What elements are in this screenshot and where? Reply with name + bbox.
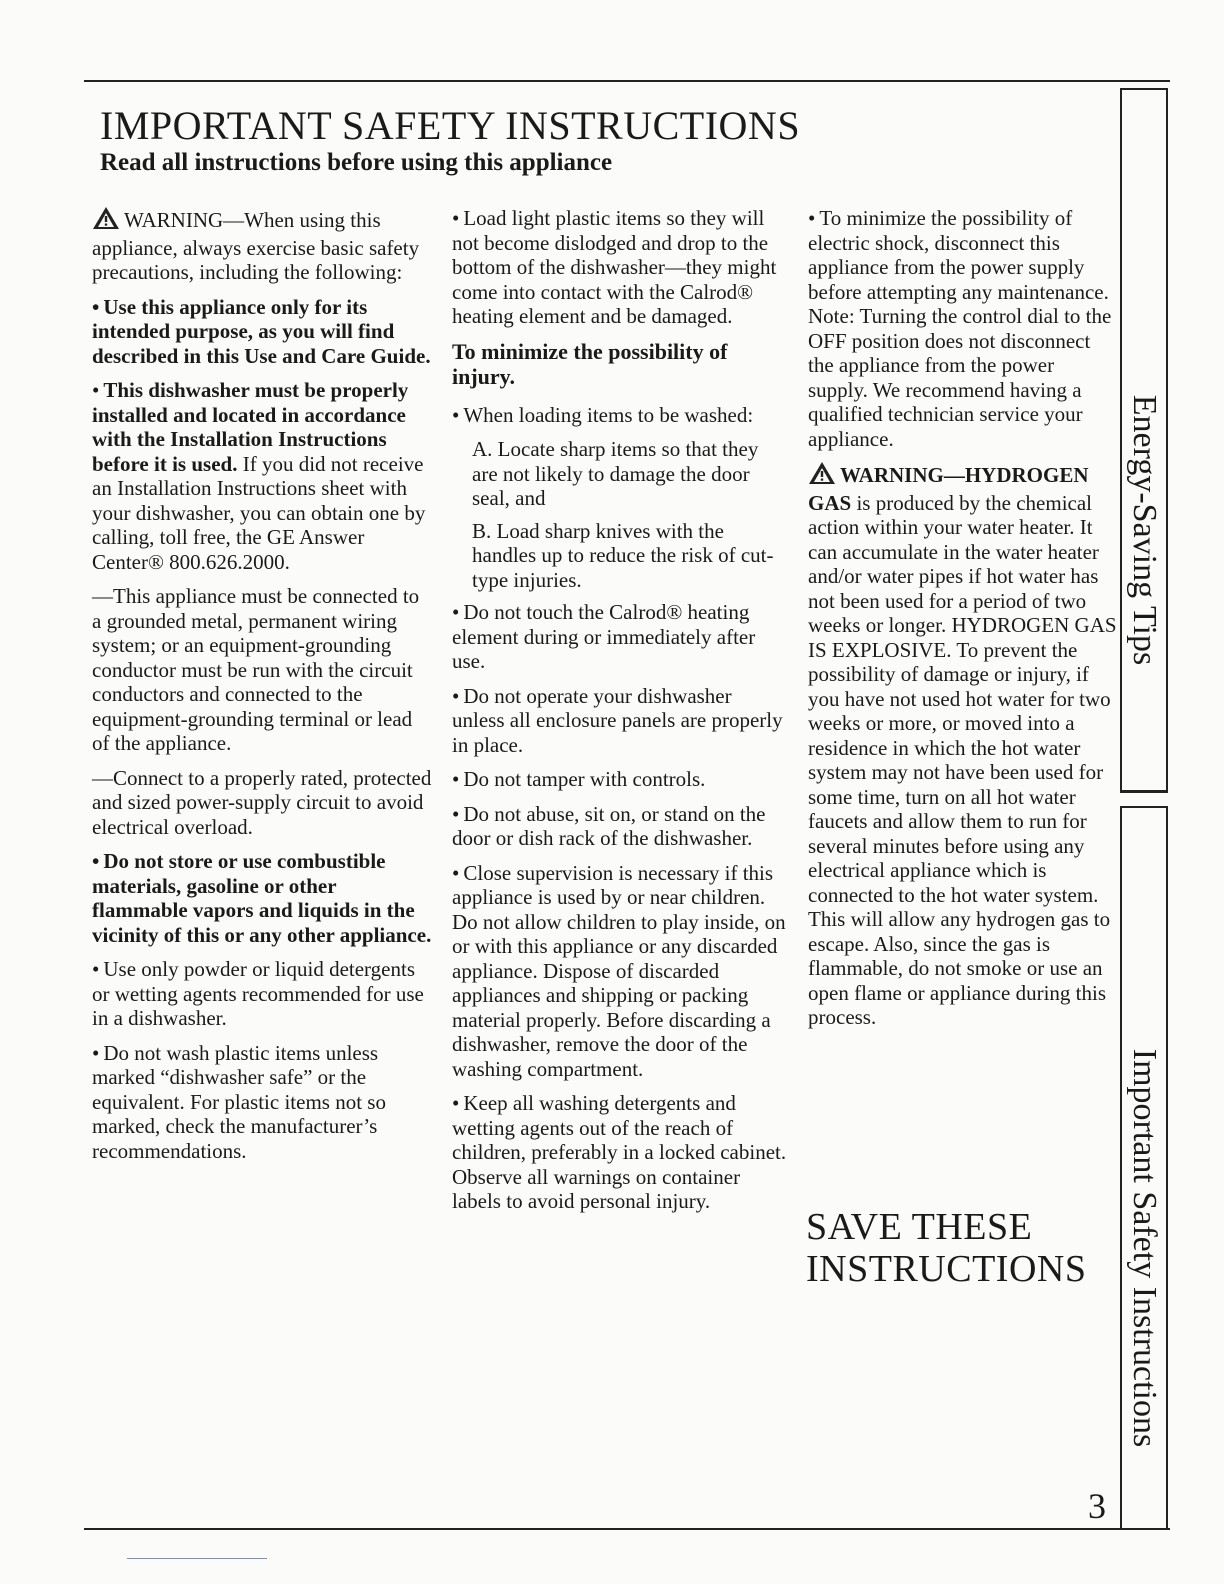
paragraph: —Connect to a properly rated, protected and sized power-supply circuit to avoid electrical overload.: [92, 765, 432, 839]
bullet-item: • Do not wash plastic items unless marked “dishwasher safe” or the equivalent. For plastic items not so marked, check the manufacturer’s recommendations.: [92, 1040, 386, 1163]
bullet-item: • Load light plastic items so they will not become dislodged and drop to the bottom of the dishwasher—they might come into contact with the Calrod® heating element and be damaged.: [452, 206, 777, 328]
hydrogen-warning-text: is produced by the chemical action within your water heater. It can accumulate in the water heater and/or water pipes if hot water has not been used for a period of two weeks or longer. HYDROGEN GAS IS EXPLOSIVE. To prevent the possibility of damage or injury, if you have not used hot water for two weeks or more, or moved into a residence in which the hot water system may not have been used for some time, turn on all hot water faucets and allow them to run for several minutes before using any electrical appliance which is connected to the hot water system. This will allow any hydrogen gas to escape. Also, since the gas is flammable, do not smoke or use an open flame or appliance during this process.: [808, 490, 1117, 1029]
section-heading: To minimize the possibility of injury.: [452, 338, 728, 389]
bottom-rule: [84, 1528, 1170, 1530]
page-title: IMPORTANT SAFETY INSTRUCTIONS: [100, 103, 801, 148]
sub-item-a: A. Locate sharp items so that they are not likely to damage the door seal, and: [472, 437, 759, 510]
page-subtitle: Read all instructions before using this appliance: [100, 149, 613, 176]
warning-label: WARNING: [124, 208, 224, 232]
bullet-item: • Do not tamper with controls.: [452, 767, 706, 791]
side-tab-energy-saving-tips[interactable]: [1120, 88, 1168, 793]
warning-paragraph: [92, 206, 432, 285]
hydrogen-warning-paragraph: [808, 461, 1118, 1030]
bullet-item: • To minimize the possibility of electric shock, disconnect this appliance from the power supply before attempting any maintenance. Note: Turning the control dial to the OFF position does not disconnect the appliance from the power supply. We recommend having a qualified technician service your appliance.: [808, 206, 1112, 451]
side-tab-label: Energy-Saving Tips: [1126, 394, 1163, 666]
warning-triangle-icon: [808, 461, 836, 491]
column-3: [808, 206, 1118, 1040]
bullet-item: • This dishwasher must be properly installed and located in accordance with the Installation Instructions before it is used. If you did not receive an Installation Instructions sheet with your dishwasher, you can obtain one by calling, toll free, the GE Answer Center® 800.626.2000.: [92, 378, 426, 574]
bullet-item: • When loading items to be washed:: [452, 402, 754, 427]
side-tab-label: Important Safety Instructions: [1126, 1048, 1163, 1448]
bullet-item: • Use this appliance only for its intended purpose, as you will find described in this Use and Care Guide.: [92, 294, 431, 368]
sub-item-b: B. Load sharp knives with the handles up to reduce the risk of cut-type injuries.: [472, 518, 774, 592]
bullet-item: • Do not abuse, sit on, or stand on the door or dish rack of the dishwasher.: [452, 801, 766, 850]
bullet-item: • Close supervision is necessary if this appliance is used by or near children. Do not allow children to play inside, on or with this appliance or any discarded appliance. Dispose of discarded appliances and shipping or packing material properly. Before discarding a dishwasher, remove the door of the washing compartment.: [452, 860, 786, 1081]
bullet-item: • Do not operate your dishwasher unless all enclosure panels are properly in place.: [452, 683, 783, 757]
bullet-item: • Do not store or use combustible materials, gasoline or other flammable vapors and liquids in the vicinity of this or any other appliance.: [92, 849, 432, 947]
top-rule: [84, 80, 1170, 82]
column-1: [92, 206, 432, 1173]
bullet-item: • Keep all washing detergents and wetting agents out of the reach of children, preferably in a locked cabinet. Observe all warnings on container labels to avoid personal injury.: [452, 1091, 787, 1213]
side-tab-important-safety-instructions[interactable]: [1120, 806, 1168, 1530]
warning-text: —When using this appliance, always exercise basic safety precautions, including the following:: [92, 208, 420, 284]
bullet-item: • Do not touch the Calrod® heating element during or immediately after use.: [452, 600, 756, 673]
column-2: [452, 206, 787, 1224]
save-instructions-heading: SAVE THESE INSTRUCTIONS: [806, 1206, 1087, 1290]
paragraph: —This appliance must be connected to a grounded metal, permanent wiring system; or an equipment-grounding conductor must be run with the circuit conductors and connected to the equipment-grounding terminal or lead of the appliance.: [92, 584, 420, 755]
bullet-item: • Use only powder or liquid detergents or wetting agents recommended for use in a dishwasher.: [92, 957, 424, 1030]
warning-triangle-icon: [92, 206, 120, 236]
footer-rule: [127, 1558, 267, 1559]
page-number: 3: [1088, 1486, 1106, 1526]
hydrogen-warning-label: WARNING—HYDROGEN GAS: [808, 463, 1089, 515]
